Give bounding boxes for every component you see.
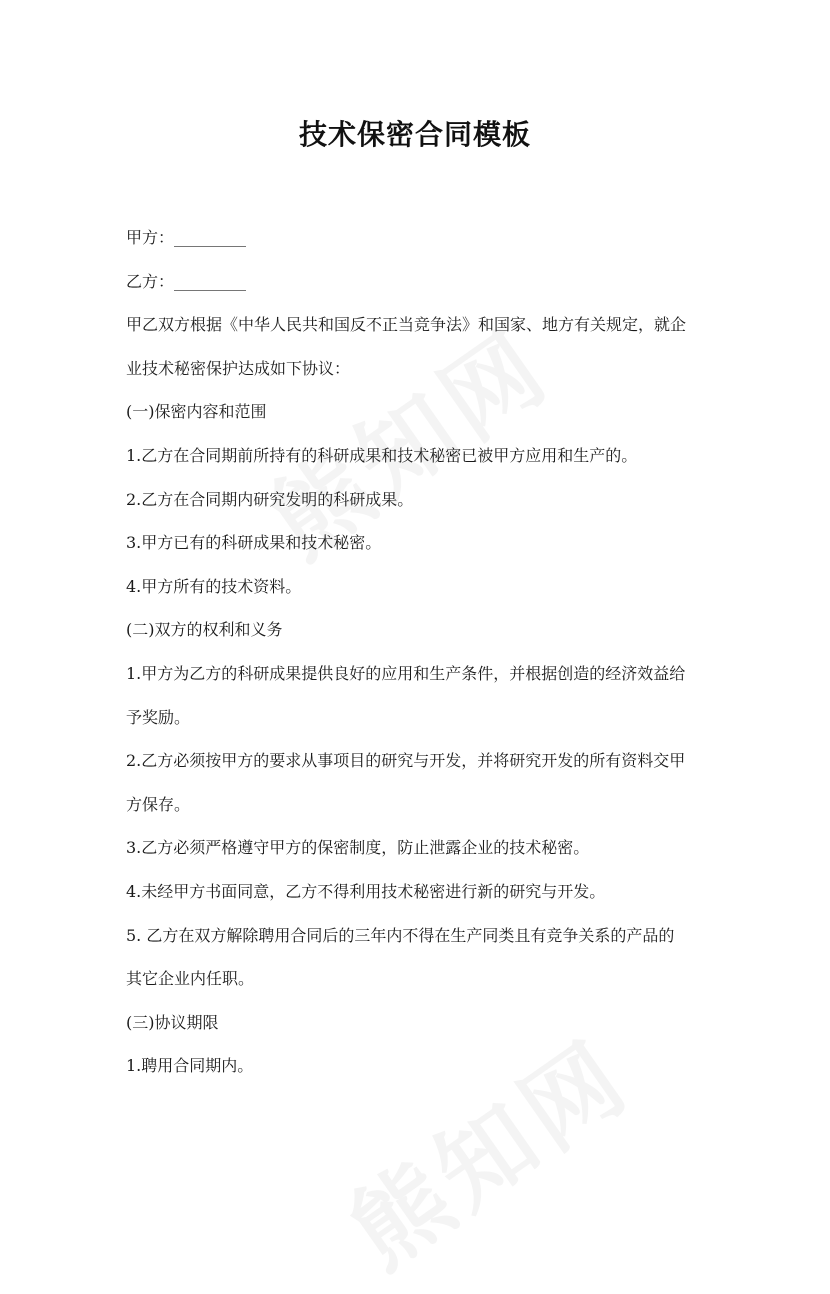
clause-line: 2.乙方在合同期内研究发明的科研成果。 bbox=[126, 489, 414, 509]
section-heading: (三)协议期限 bbox=[126, 1012, 219, 1032]
section-heading: (一)保密内容和范围 bbox=[126, 402, 267, 422]
clause-line: 2.乙方必须按甲方的要求从事项目的研究与开发，并将研究开发的所有资料交甲 bbox=[126, 751, 686, 771]
clause-line: 1.聘用合同期内。 bbox=[126, 1056, 254, 1076]
clause-line: 其它企业内任职。 bbox=[126, 969, 255, 989]
clause-line: 4.未经甲方书面同意，乙方不得利用技术秘密进行新的研究与开发。 bbox=[126, 881, 606, 901]
clause-line: 方保存。 bbox=[126, 794, 191, 814]
clause-line: 3.甲方已有的科研成果和技术秘密。 bbox=[126, 533, 382, 553]
clause-line: 1.乙方在合同期前所持有的科研成果和技术秘密已被甲方应用和生产的。 bbox=[126, 445, 638, 465]
section-heading: (二)双方的权利和义务 bbox=[126, 620, 283, 640]
party-b-line: 乙方：_________ bbox=[126, 271, 247, 291]
clause-line: 5. 乙方在双方解除聘用合同后的三年内不得在生产同类且有竞争关系的产品的 bbox=[126, 925, 675, 945]
clause-line: 4.甲方所有的技术资料。 bbox=[126, 576, 302, 596]
document-title: 技术保密合同模板 bbox=[298, 118, 531, 151]
preamble-line: 业技术秘密保护达成如下协议： bbox=[126, 358, 351, 378]
clause-line: 予奖励。 bbox=[126, 707, 191, 727]
clause-line: 3.乙方必须严格遵守甲方的保密制度，防止泄露企业的技术秘密。 bbox=[126, 838, 590, 858]
document-body bbox=[126, 216, 716, 1088]
preamble-line: 甲乙双方根据《中华人民共和国反不正当竞争法》和国家、地方有关规定，就企 bbox=[126, 315, 687, 335]
party-a-line: 甲方：_________ bbox=[126, 228, 247, 247]
clause-line: 1.甲方为乙方的科研成果提供良好的应用和生产条件，并根据创造的经济效益给 bbox=[126, 663, 686, 683]
